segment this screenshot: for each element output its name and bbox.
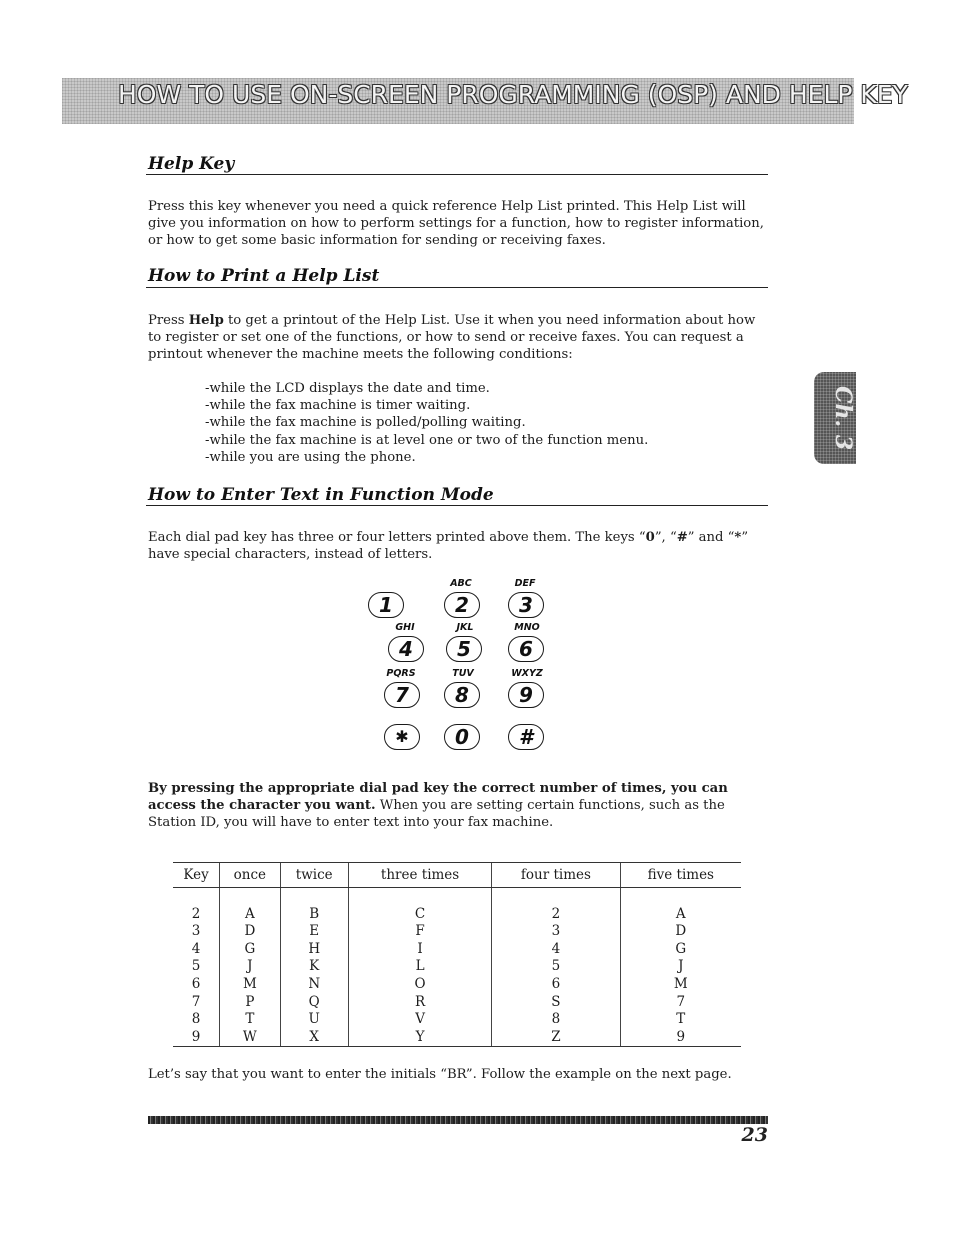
table-row xyxy=(173,923,741,941)
table-cell: O xyxy=(348,976,491,994)
table-cell: Y xyxy=(348,1029,491,1047)
key-letters: WXYZ xyxy=(511,668,543,679)
dial-key-2: 2 xyxy=(444,592,480,618)
table-cell: C xyxy=(348,906,491,924)
key-letters: DEF xyxy=(514,578,536,589)
table-cell: 8 xyxy=(492,1011,620,1029)
table-cell: 6 xyxy=(492,976,620,994)
dial-key-hash: # xyxy=(508,724,544,750)
table-cell: T xyxy=(620,1011,741,1029)
table-cell: Q xyxy=(280,994,348,1012)
table-cell: R xyxy=(348,994,491,1012)
section-heading-enter-text: How to Enter Text in Function Mode xyxy=(148,485,494,505)
table-row xyxy=(173,976,741,994)
dial-key-1: 1 xyxy=(368,592,404,618)
condition-item: -while you are using the phone. xyxy=(205,449,416,465)
section-heading-help-key: Help Key xyxy=(148,154,235,174)
column-header-twice: twice xyxy=(280,863,348,888)
dial-key-9: 9 xyxy=(508,682,544,708)
table-row xyxy=(173,906,741,924)
table-cell: J xyxy=(620,958,741,976)
chapter-tab-label: Ch. 3 xyxy=(830,385,856,451)
key-letters: JKL xyxy=(456,622,474,633)
page-number: 23 xyxy=(741,1124,768,1146)
table-cell: W xyxy=(220,1029,280,1047)
table-cell: 5 xyxy=(492,958,620,976)
dial-pad-paragraph: Each dial pad key has three or four letters printed above them. The keys “0”, “#” and “*” have special characters, instead of letters. xyxy=(148,530,749,562)
dial-key-star: ✱ xyxy=(384,724,420,750)
table-row xyxy=(173,994,741,1012)
column-header-four-times: four times xyxy=(492,863,620,888)
table-cell: I xyxy=(348,941,491,959)
table-cell: D xyxy=(620,923,741,941)
condition-item: -while the fax machine is at level one or two of the function menu. xyxy=(205,432,649,448)
table-cell: J xyxy=(220,958,280,976)
column-header-key: Key xyxy=(173,863,220,888)
table-cell: 3 xyxy=(191,923,201,940)
footer-bar xyxy=(148,1116,768,1124)
instruction-emphasis: By pressing the appropriate dial pad key the correct number of times, you can access the character you want. xyxy=(148,781,728,813)
table-cell: 3 xyxy=(492,923,620,941)
help-key-name: Help xyxy=(188,313,224,328)
table-cell: 4 xyxy=(492,941,620,959)
column-header-five-times: five times xyxy=(620,863,741,888)
key-letters: PQRS xyxy=(386,668,416,679)
table-cell: A xyxy=(220,906,280,924)
table-cell: N xyxy=(280,976,348,994)
dial-key-6: 6 xyxy=(508,636,544,662)
conditions-list xyxy=(205,380,648,466)
table-row xyxy=(173,1029,741,1047)
table-cell: F xyxy=(348,923,491,941)
dial-key-0: 0 xyxy=(444,724,480,750)
key-letters: TUV xyxy=(452,668,474,679)
table-cell: 5 xyxy=(191,958,201,975)
table-cell: M xyxy=(220,976,280,994)
key-letters: ABC xyxy=(450,578,472,589)
table-cell: V xyxy=(348,1011,491,1029)
table-cell: 9 xyxy=(173,1029,220,1047)
help-key-paragraph: Press this key whenever you need a quick reference Help List printed. This Help List will give you information on how to perform settings for a function, how to register information, or how to get some basic information for sending or receiving faxes. xyxy=(148,199,764,248)
table-cell: A xyxy=(620,906,741,924)
table-cell: 9 xyxy=(620,1029,741,1047)
dial-key-5: 5 xyxy=(446,636,482,662)
table-cell: T xyxy=(220,1011,280,1029)
table-cell: B xyxy=(280,906,348,924)
section-heading-print-help: How to Print a Help List xyxy=(148,266,380,286)
condition-item: -while the fax machine is timer waiting. xyxy=(205,398,471,414)
table-cell: 2 xyxy=(191,905,201,922)
dial-key-3: 3 xyxy=(508,592,544,618)
table-cell: S xyxy=(492,994,620,1012)
table-cell: X xyxy=(280,1029,348,1047)
column-header-three-times: three times xyxy=(348,863,491,888)
dial-key-8: 8 xyxy=(444,682,480,708)
dial-pad-illustration xyxy=(350,576,570,756)
table-cell: H xyxy=(280,941,348,959)
key-press-table xyxy=(173,862,741,1047)
table-cell: M xyxy=(620,976,741,994)
condition-item: -while the LCD displays the date and time. xyxy=(205,381,490,396)
column-header-once: once xyxy=(220,863,280,888)
key-letters: GHI xyxy=(395,622,415,633)
table-row xyxy=(173,958,741,976)
instruction-paragraph: By pressing the appropriate dial pad key the correct number of times, you can access the character you want. When you are setting certain functions, such as the Station ID, you will have to enter text into your fax machine. xyxy=(148,781,728,830)
footer-note: Let’s say that you want to enter the initials “BR”. Follow the example on the next page. xyxy=(148,1067,732,1082)
table-row xyxy=(173,941,741,959)
banner-title: HOW TO USE ON-SCREEN PROGRAMMING (OSP) AND HELP KEY xyxy=(118,80,908,109)
print-help-paragraph: Press Help to get a printout of the Help List. Use it when you need information about how to register or set one of the functions, or how to send or receive faxes. You can request a printout whenever the machine meets the following conditions: xyxy=(148,313,756,362)
table-cell: 8 xyxy=(191,1011,201,1028)
table-cell: 6 xyxy=(191,975,201,992)
table-cell: 7 xyxy=(191,993,201,1010)
section-rule xyxy=(146,505,768,506)
dial-key-7: 7 xyxy=(384,682,420,708)
condition-item: -while the fax machine is polled/polling waiting. xyxy=(205,415,526,431)
table-cell: D xyxy=(220,923,280,941)
table-cell: Z xyxy=(492,1029,620,1047)
table-cell: G xyxy=(220,941,280,959)
table-header-row xyxy=(173,863,741,888)
table-row xyxy=(173,1011,741,1029)
key-letters: MNO xyxy=(514,622,540,633)
table-cell: U xyxy=(280,1011,348,1029)
table-cell: G xyxy=(620,941,741,959)
table-cell: 4 xyxy=(191,940,201,957)
table-cell: 7 xyxy=(620,994,741,1012)
section-rule xyxy=(146,287,768,288)
table-cell: K xyxy=(280,958,348,976)
table-cell: L xyxy=(348,958,491,976)
table-cell: 2 xyxy=(492,906,620,924)
table-cell: E xyxy=(280,923,348,941)
table-cell: P xyxy=(220,994,280,1012)
section-rule xyxy=(146,174,768,175)
dial-key-4: 4 xyxy=(388,636,424,662)
